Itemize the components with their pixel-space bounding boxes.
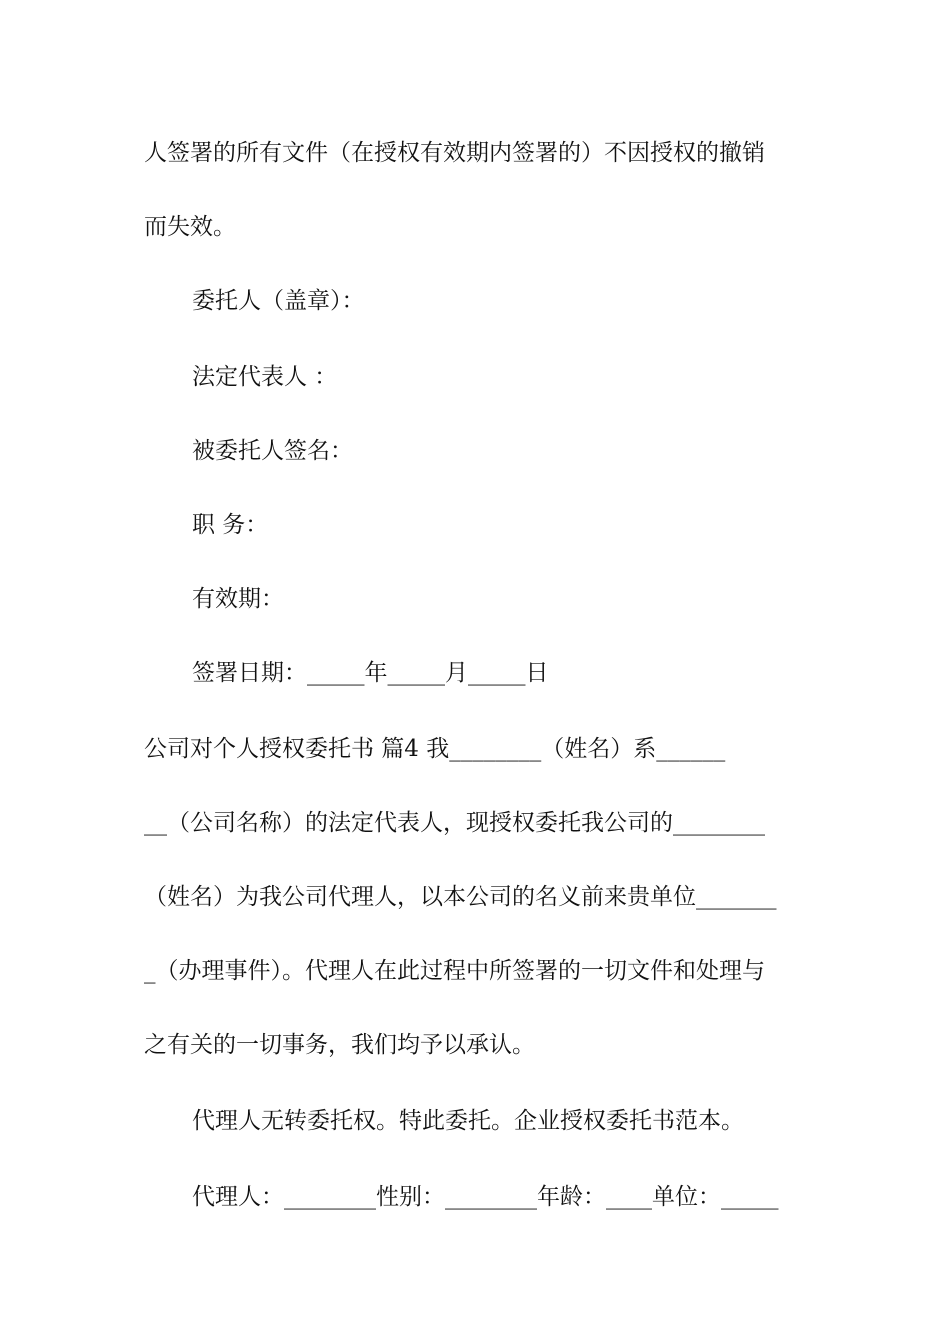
- legal-representative-line: 法定代表人 ：: [192, 364, 338, 390]
- position-line: 职 务：: [192, 512, 269, 538]
- validity-line: 有效期：: [192, 586, 284, 612]
- text-line-10: __（公司名称）的法定代表人，现授权委托我公司的________: [144, 810, 765, 836]
- agent-info-line: 代理人：________性别：________年龄：____单位：_____: [192, 1184, 779, 1210]
- agent-signature-line: 被委托人签名：: [192, 438, 353, 464]
- text-line-1: 人签署的所有文件（在授权有效期内签署的）不因授权的撤销: [144, 140, 765, 166]
- no-subdelegation-line: 代理人无转委托权。特此委托。企业授权委托书范本。: [192, 1108, 744, 1134]
- section-heading-line: 公司对个人授权委托书 篇4 我________（姓名）系______: [144, 736, 726, 762]
- text-line-11: （姓名）为我公司代理人，以本公司的名义前来贵单位_______: [144, 884, 777, 910]
- text-line-12: _（办理事件）。代理人在此过程中所签署的一切文件和处理与: [144, 958, 765, 984]
- text-line-2: 而失效。: [144, 214, 236, 240]
- principal-seal-line: 委托人（盖章）：: [192, 288, 365, 314]
- text-line-13: 之有关的一切事务，我们均予以承认。: [144, 1032, 535, 1058]
- signing-date-line: 签署日期：_____年_____月_____日: [192, 660, 549, 686]
